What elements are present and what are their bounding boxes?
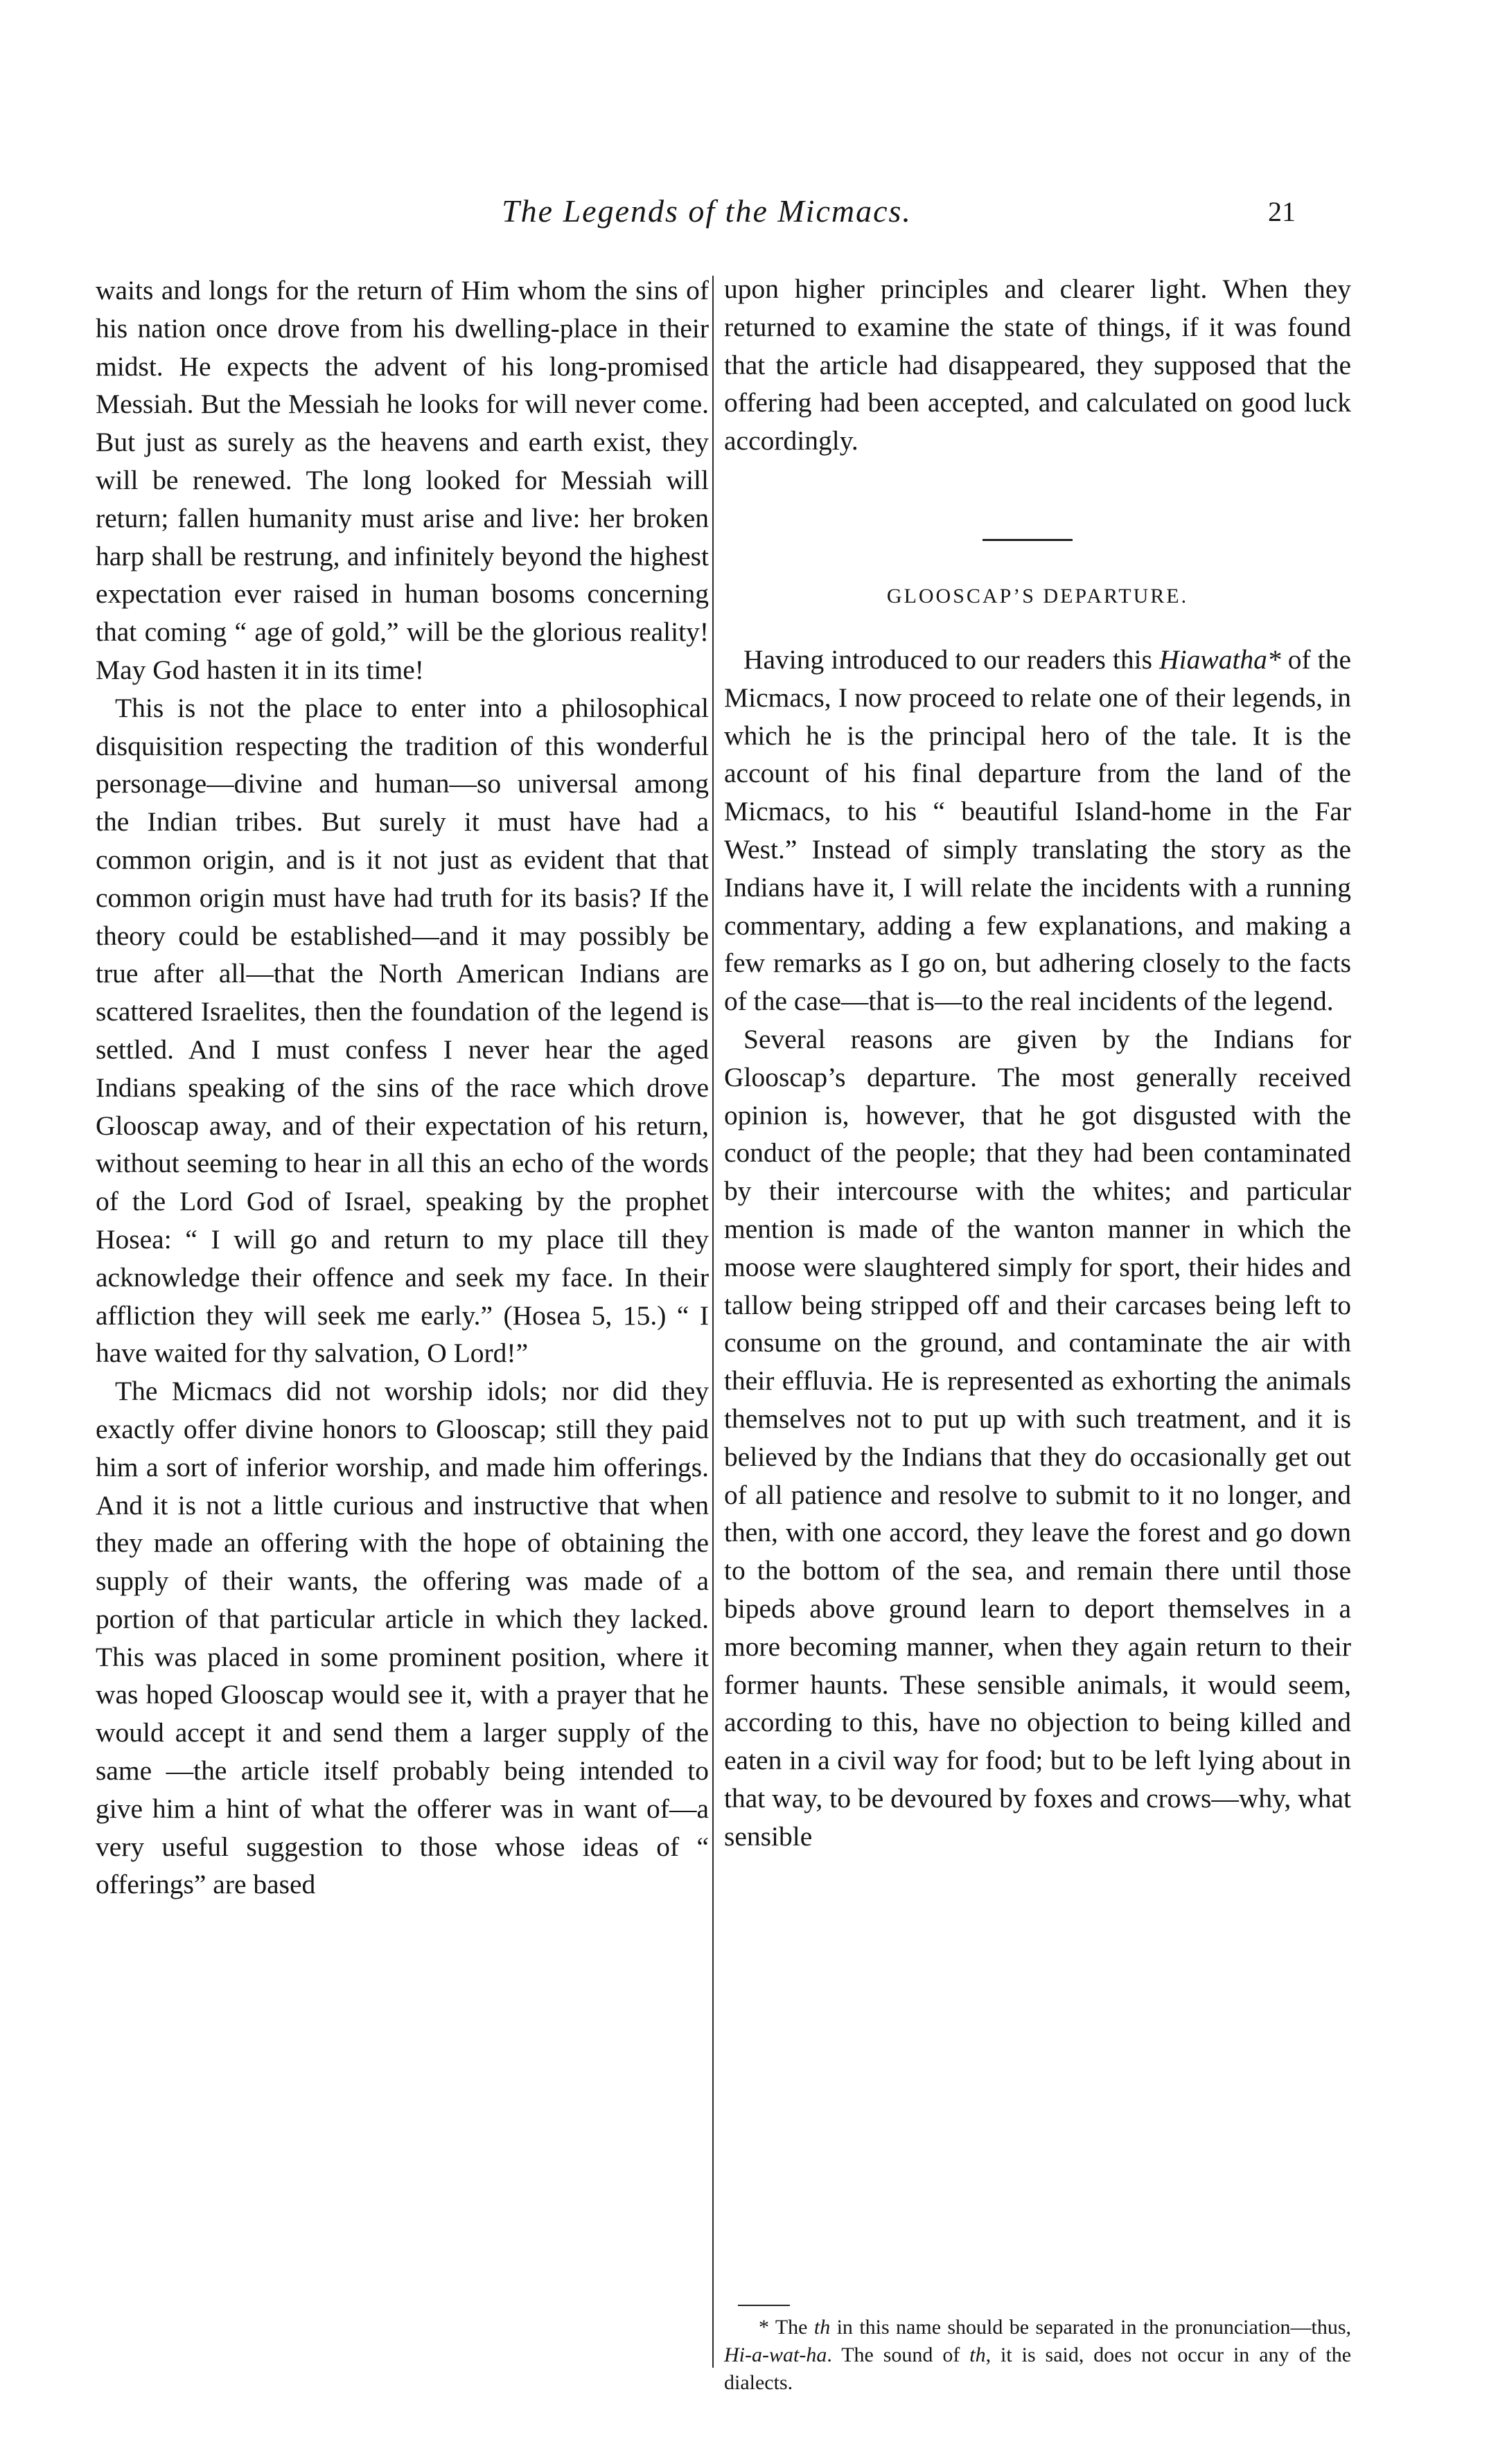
paragraph: waits and longs for the return of Him whom the sins of his nation once drove from his dwelling-place in their midst. He expects the advent of his long-promised Messiah. But the Messiah he looks for will never come. But just as surely as the heavens and earth exist, they will be renewed. The long looked for Messiah will return; fallen humanity must arise and live: her broken harp shall be restrung, and infinitely beyond the highest expectation ever raised in human bosoms concerning that coming “ age of gold,” will be the glorious reality! May God hasten it in its time! bbox=[96, 275, 709, 685]
section-rule bbox=[982, 539, 1073, 541]
footnote-rule bbox=[738, 2305, 790, 2306]
text-run: . The sound of bbox=[827, 2343, 970, 2366]
paragraph: Several reasons are given by the Indians for Glooscap’s departure. The most generally received opinion is, however, that he got disgusted with the conduct of the people; that they had been contaminated by their intercourse with the whites; and particular mention is made of the wanton manner in which the moose were slaughtered simply for sport, their hides and tallow being stripped off and their carcases being left to consume on the ground, and contaminate the air with their effluvia. He is represented as exhorting the animals themselves not to put up with such treatment, and it is believed by the Indians that they do occasionally get out of all patience and resolve to submit to it no longer, and then, with one accord, they leave the forest and go down to the bottom of the sea, and remain there until those bipeds above ground learn to deport themselves in a more becoming manner, when they again return to their former haunts. These sensible animals, it would seem, according to this, have no objection to being killed and eaten in a civil way for food; but to be left lying about in that way, to be devoured by foxes and crows—why, what sensible bbox=[724, 1023, 1351, 1852]
right-text-column-top bbox=[724, 270, 1351, 460]
text-run: , it is said, does not occur in any of the dialects. bbox=[724, 2343, 1352, 2394]
text-run: Having introduced to our readers this bbox=[743, 644, 1160, 675]
italic-term: Hi-a-wat-ha bbox=[724, 2343, 827, 2366]
italic-term: Hiawatha* bbox=[1159, 644, 1281, 675]
footnote bbox=[724, 2314, 1351, 2397]
section-heading: GLOOSCAP’S DEPARTURE. bbox=[886, 585, 1189, 608]
page-number: 21 bbox=[1268, 196, 1296, 227]
paragraph bbox=[724, 641, 1351, 1020]
left-text-column bbox=[96, 272, 709, 1904]
italic-term: th bbox=[969, 2343, 986, 2366]
paragraph: The Micmacs did not worship idols; nor did they exactly offer divine honors to Glooscap; still they paid him a sort of inferior worship, and made him offerings. And it is not a little curious and instructive that when they made an offering with the hope of obtaining the supply of their wants, the offering was made of a portion of that particular article in which they lacked. This was placed in some prominent position, where it was hoped Glooscap would see it, with a prayer that he would accept it and send them a larger supply of the same —the article itself probably being intended to give him a hint of what the offerer was in want of—a very useful suggestion to those whose ideas of “ offerings” are based bbox=[96, 1376, 709, 1900]
right-text-column bbox=[724, 641, 1351, 1856]
column-divider bbox=[712, 276, 714, 2368]
footnote-text bbox=[724, 2314, 1351, 2397]
text-run: in this name should be separated in the pronunciation—thus, bbox=[830, 2316, 1351, 2339]
text-run: of the Micmacs, I now proceed to relate one of their legends, in which he is the principal hero of the tale. It is the account of his final departure from the land of the Micmacs, to his “ beautiful Island-home in the Far West.” Instead of simply translating the story as the Indians have it, I will relate the incidents with a running commentary, adding a few explanations, and making a few remarks as I go on, but adhering closely to the facts of the case—that is—to the real incidents of the legend. bbox=[724, 644, 1351, 1017]
italic-term: th bbox=[813, 2316, 831, 2339]
text-run: * The bbox=[759, 2316, 814, 2339]
paragraph: This is not the place to enter into a philosophical disquisition respecting the tradition of this wonderful personage—divine and human—so universal among the Indian tribes. But surely it must have had a common origin, and is it not just as evident that that common origin must have had truth for its basis? If the theory could be established—and it may possibly be true after all—that the North American Indians are scattered Israelites, then the foundation of the legend is settled. And I must confess I never hear the aged Indians speaking of the sins of the race which drove Glooscap away, and of their expectation of his return, without seeming to hear in all this an echo of the words of the Lord God of Israel, speaking by the prophet Hosea: “ I will go and return to my place till they acknowledge their offence and seek my face. In their affliction they will seek me early.” (Hosea 5, 15.) “ I have waited for thy salvation, O Lord!” bbox=[96, 692, 709, 1369]
running-header-title: The Legends of the Micmacs. bbox=[502, 193, 912, 229]
paragraph: upon higher principles and clearer light. When they returned to examine the state of things, if it was found that the article had disappeared, they supposed that the offering had been accepted, and calculated on good luck accordingly. bbox=[724, 274, 1351, 457]
